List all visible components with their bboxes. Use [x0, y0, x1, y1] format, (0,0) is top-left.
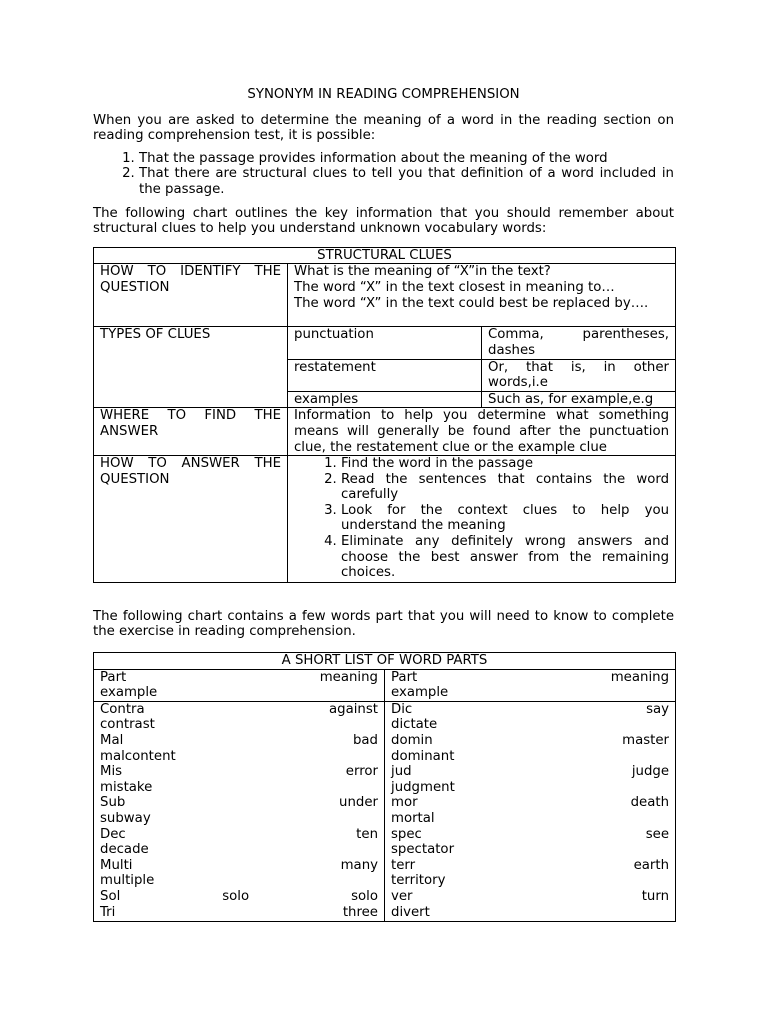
word-part-entry: jud judge judgment — [391, 764, 670, 795]
document-page — [93, 87, 674, 922]
list-item: 4. Eliminate any definitely wrong answers and choose the best answer from the remaining choices. — [341, 534, 669, 581]
row-label: WHERE TO FIND THE ANSWER — [94, 408, 288, 456]
intro-paragraph: When you are asked to determine the meaning of a word in the reading section on reading comprehension test, it is possible: — [93, 112, 674, 144]
clue-example: Such as, for example,e.g — [482, 391, 676, 408]
clue-type: examples — [288, 391, 482, 408]
clue-type: restatement — [288, 359, 482, 391]
word-part-entry: spec see spectator — [391, 826, 670, 858]
word-part-entry: Tri three — [100, 904, 378, 920]
row-label: HOW TO ANSWER THE QUESTION — [94, 456, 288, 583]
row-label: TYPES OF CLUES — [94, 327, 288, 408]
clue-type: punctuation — [288, 327, 482, 359]
page-title: SYNONYM IN READING COMPREHENSION — [247, 87, 520, 102]
chart-intro-paragraph: The following chart outlines the key information that you should remember about structural clues to help you understand unknown vocabulary words: — [93, 205, 674, 237]
word-part-entry: domin master dominant — [391, 733, 670, 764]
right-parts-cell — [385, 701, 676, 921]
how-cell — [288, 456, 676, 583]
word-part-entry: Mis error mistake — [100, 764, 378, 795]
left-parts-cell — [94, 701, 385, 921]
word-part-entry: Sub under subway — [100, 795, 378, 826]
table-heading: A SHORT LIST OF WORD PARTS — [94, 653, 676, 670]
identify-cell — [288, 264, 676, 327]
clue-example: Comma, parentheses, dashes — [482, 327, 676, 359]
structural-clues-table — [93, 247, 676, 583]
where-cell: Information to help you determine what something means will generally be found after the punctuation clue, the restatement clue or the example clue — [288, 408, 676, 456]
word-part-entry: terr earth territory — [391, 857, 670, 889]
row-label: HOW TO IDENTIFY THE QUESTION — [94, 264, 288, 327]
question-form: What is the meaning of “X”in the text? — [294, 264, 551, 280]
word-parts-table — [93, 652, 676, 922]
possibilities-list — [93, 151, 674, 198]
list-item: 2. Read the sentences that contains the word carefully — [341, 472, 669, 503]
word-part-entry: Dic say dictate — [391, 701, 670, 733]
list-item: 3. Look for the context clues to help you understand the meaning — [341, 503, 669, 534]
parts-intro-paragraph: The following chart contains a few words part that you will need to know to complete the exercise in reading comprehension. — [93, 608, 674, 640]
column-header: Part meaning example — [94, 669, 385, 701]
column-header: Part meaning example — [385, 669, 676, 701]
word-part-entry: Mal bad malcontent — [100, 733, 378, 764]
table-heading: STRUCTURAL CLUES — [94, 247, 676, 264]
question-form: The word “X” in the text closest in meaning to… — [294, 279, 615, 295]
list-item: 2. That there are structural clues to tell you that definition of a word included in the passage. — [139, 166, 674, 197]
steps-list — [294, 456, 669, 581]
word-part-entry: Dec ten decade — [100, 826, 378, 858]
word-part-entry: Multi many multiple — [100, 857, 378, 889]
list-item: 1. Find the word in the passage — [341, 456, 669, 472]
word-part-entry: mor death mortal — [391, 795, 670, 826]
clue-example: Or, that is, in other words,i.e — [482, 359, 676, 391]
word-part-entry: Contra against contrast — [100, 701, 378, 733]
word-part-entry: ver turn divert — [391, 888, 670, 920]
question-form: The word “X” in the text could best be replaced by…. — [294, 295, 649, 311]
word-part-entry: Sol solo solo — [100, 888, 378, 904]
list-item: 1. That the passage provides information about the meaning of the word — [139, 151, 674, 167]
